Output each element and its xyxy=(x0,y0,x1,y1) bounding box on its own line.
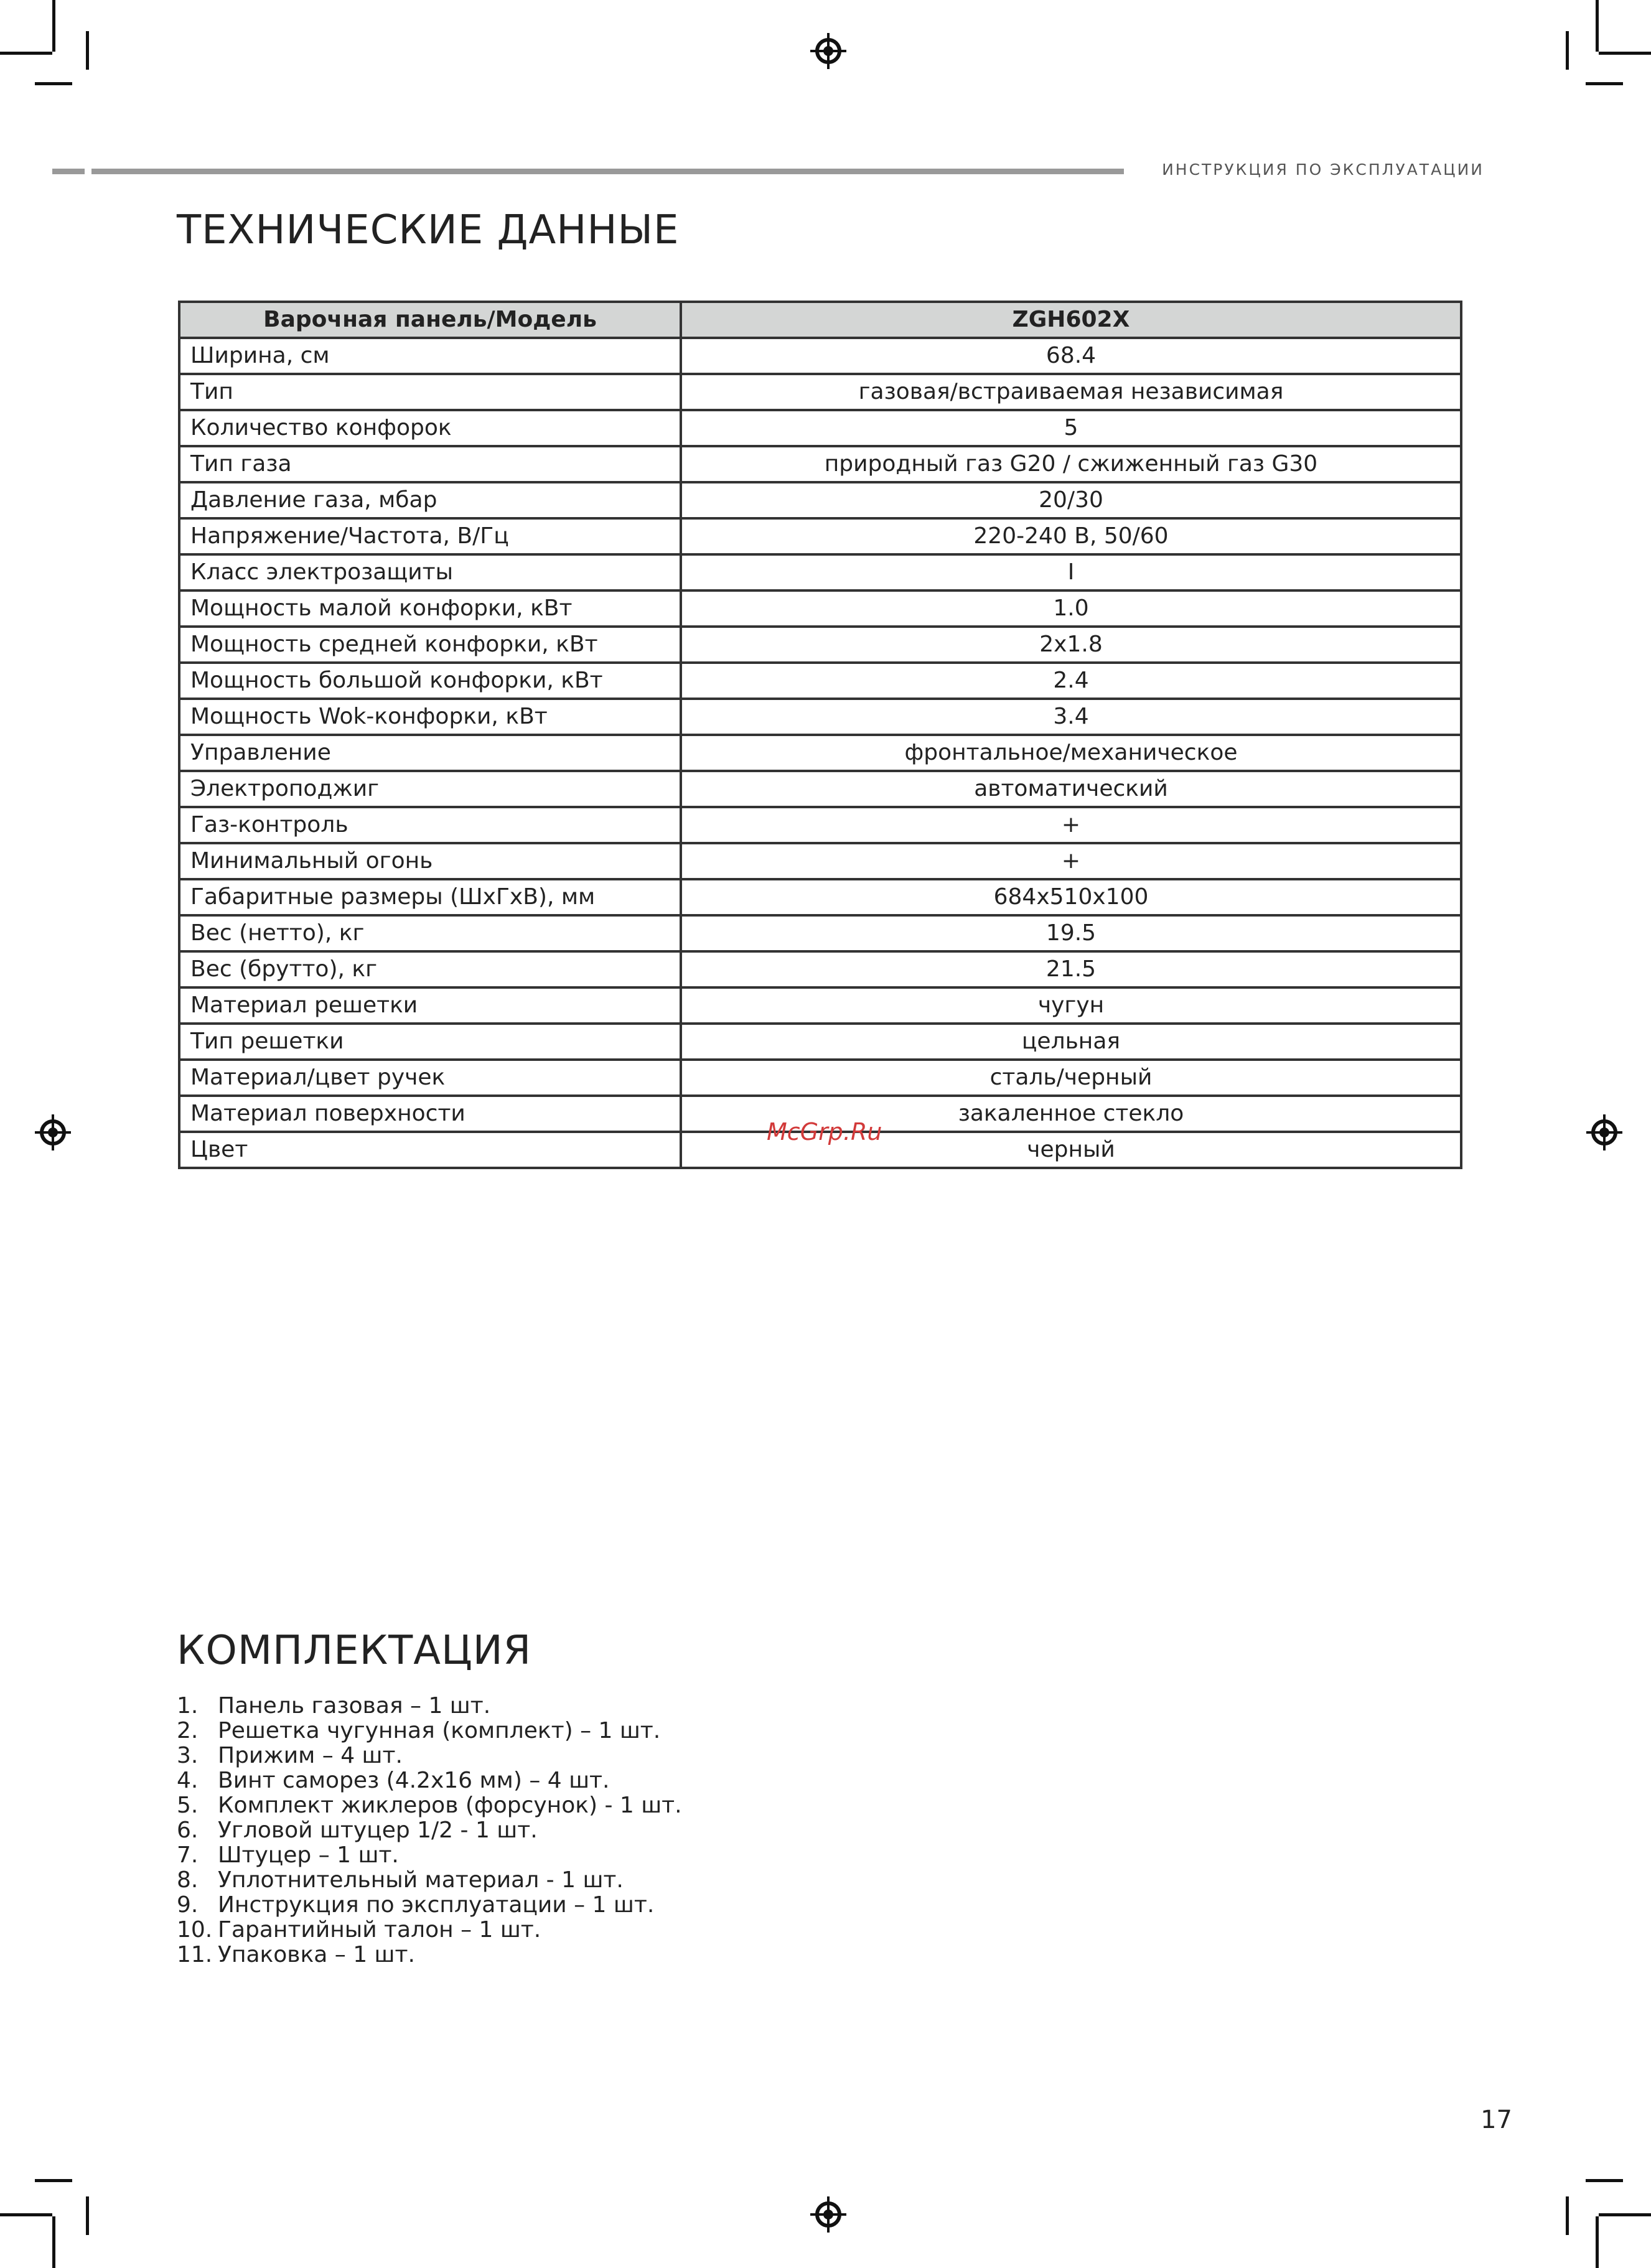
list-item-number: 8. xyxy=(177,1867,199,1893)
spec-parameter: Ширина, см xyxy=(179,338,681,374)
crop-mark xyxy=(1599,52,1651,55)
header-rule xyxy=(91,169,1124,174)
spec-value: I xyxy=(681,554,1461,590)
spec-value: цельная xyxy=(681,1024,1461,1060)
spec-value: 3.4 xyxy=(681,699,1461,735)
spec-value: 2.4 xyxy=(681,663,1461,699)
column-header: Варочная панель/Модель xyxy=(179,302,681,338)
list-item xyxy=(177,1818,682,1843)
spec-value: + xyxy=(681,807,1461,843)
spec-parameter: Мощность Wok-конфорки, кВт xyxy=(179,699,681,735)
spec-value: 19.5 xyxy=(681,915,1461,951)
crop-mark xyxy=(1586,2179,1623,2182)
spec-value: 21.5 xyxy=(681,951,1461,987)
running-header: ИНСТРУКЦИЯ ПО ЭКСПЛУАТАЦИИ xyxy=(1162,161,1484,179)
table-row xyxy=(179,482,1461,518)
table-row xyxy=(179,446,1461,482)
spec-parameter: Материал решетки xyxy=(179,987,681,1024)
spec-value: 1.0 xyxy=(681,590,1461,627)
list-item xyxy=(177,1843,682,1868)
spec-parameter: Минимальный огонь xyxy=(179,843,681,879)
header-rule xyxy=(52,169,85,174)
spec-value: сталь/черный xyxy=(681,1060,1461,1096)
list-item-number: 10. xyxy=(177,1917,213,1943)
crop-mark xyxy=(86,31,89,70)
spec-value: черный xyxy=(681,1132,1461,1168)
table-row xyxy=(179,699,1461,735)
list-item-text: Прижим – 4 шт. xyxy=(218,1743,403,1768)
list-item-text: Уплотнительный материал - 1 шт. xyxy=(218,1867,624,1893)
spec-parameter: Тип xyxy=(179,374,681,410)
table-row xyxy=(179,663,1461,699)
spec-value: 2x1.8 xyxy=(681,627,1461,663)
spec-parameter: Вес (брутто), кг xyxy=(179,951,681,987)
list-item xyxy=(177,1694,682,1719)
list-item-number: 7. xyxy=(177,1842,199,1868)
spec-value: закаленное стекло xyxy=(681,1096,1461,1132)
list-item-text: Гарантийный талон – 1 шт. xyxy=(218,1917,541,1943)
spec-parameter: Количество конфорок xyxy=(179,410,681,446)
table-row xyxy=(179,410,1461,446)
list-item xyxy=(177,1868,682,1893)
list-item-text: Комплект жиклеров (форсунок) - 1 шт. xyxy=(218,1793,682,1818)
crop-mark xyxy=(52,0,55,52)
table-row xyxy=(179,915,1461,951)
spec-value: природный газ G20 / сжиженный газ G30 xyxy=(681,446,1461,482)
list-item-number: 4. xyxy=(177,1768,199,1793)
table-header-row xyxy=(179,302,1461,338)
column-header: ZGH602X xyxy=(681,302,1461,338)
spec-section-title: ТЕХНИЧЕСКИЕ ДАННЫЕ xyxy=(177,207,680,253)
list-item-number: 5. xyxy=(177,1793,199,1818)
spec-value: 684x510x100 xyxy=(681,879,1461,915)
table-row xyxy=(179,843,1461,879)
table-row xyxy=(179,627,1461,663)
list-item xyxy=(177,1893,682,1918)
list-item-text: Решетка чугунная (комплект) – 1 шт. xyxy=(218,1718,661,1743)
list-item-number: 6. xyxy=(177,1818,199,1843)
spec-table-body xyxy=(179,338,1461,1168)
spec-value: 20/30 xyxy=(681,482,1461,518)
list-item-number: 3. xyxy=(177,1743,199,1768)
spec-value: газовая/встраиваемая независимая xyxy=(681,374,1461,410)
list-item-number: 1. xyxy=(177,1693,199,1719)
list-item-text: Штуцер – 1 шт. xyxy=(218,1842,399,1868)
list-item-number: 9. xyxy=(177,1892,199,1918)
crop-mark xyxy=(35,2179,72,2182)
spec-parameter: Газ-контроль xyxy=(179,807,681,843)
list-item xyxy=(177,1719,682,1743)
crop-mark xyxy=(52,2216,55,2268)
spec-table xyxy=(178,301,1462,1169)
spec-value: чугун xyxy=(681,987,1461,1024)
crop-mark xyxy=(1596,0,1599,52)
watermark: McGrp.Ru xyxy=(767,1118,882,1146)
spec-value: 68.4 xyxy=(681,338,1461,374)
list-item xyxy=(177,1768,682,1793)
spec-parameter: Мощность большой конфорки, кВт xyxy=(179,663,681,699)
spec-parameter: Электроподжиг xyxy=(179,771,681,807)
list-item-text: Упаковка – 1 шт. xyxy=(218,1942,415,1967)
spec-parameter: Управление xyxy=(179,735,681,771)
table-row xyxy=(179,735,1461,771)
spec-parameter: Материал/цвет ручек xyxy=(179,1060,681,1096)
table-row xyxy=(179,771,1461,807)
crop-mark xyxy=(0,2213,52,2216)
table-row xyxy=(179,879,1461,915)
registration-mark-icon xyxy=(815,38,841,64)
spec-value: 220-240 В, 50/60 xyxy=(681,518,1461,554)
table-row xyxy=(179,987,1461,1024)
spec-parameter: Вес (нетто), кг xyxy=(179,915,681,951)
spec-value: фронтальное/механическое xyxy=(681,735,1461,771)
kit-list xyxy=(177,1694,682,1967)
list-item-text: Винт саморез (4.2х16 мм) – 4 шт. xyxy=(218,1768,610,1793)
table-row xyxy=(179,951,1461,987)
list-item xyxy=(177,1793,682,1818)
crop-mark xyxy=(1566,31,1569,70)
table-row xyxy=(179,1060,1461,1096)
list-item-text: Угловой штуцер 1/2 - 1 шт. xyxy=(218,1818,538,1843)
registration-mark-icon xyxy=(815,2201,841,2228)
registration-mark-icon xyxy=(1591,1119,1617,1146)
registration-mark-icon xyxy=(40,1119,66,1146)
table-row xyxy=(179,554,1461,590)
spec-parameter: Габаритные размеры (ШхГхВ), мм xyxy=(179,879,681,915)
spec-parameter: Напряжение/Частота, В/Гц xyxy=(179,518,681,554)
table-row xyxy=(179,518,1461,554)
spec-parameter: Материал поверхности xyxy=(179,1096,681,1132)
crop-mark xyxy=(1586,82,1623,85)
list-item-number: 2. xyxy=(177,1718,199,1743)
table-row xyxy=(179,590,1461,627)
crop-mark xyxy=(1599,2213,1651,2216)
spec-value: 5 xyxy=(681,410,1461,446)
spec-value: автоматический xyxy=(681,771,1461,807)
spec-parameter: Тип газа xyxy=(179,446,681,482)
table-row xyxy=(179,374,1461,410)
spec-parameter: Мощность малой конфорки, кВт xyxy=(179,590,681,627)
table-row xyxy=(179,1024,1461,1060)
spec-parameter: Цвет xyxy=(179,1132,681,1168)
spec-parameter: Давление газа, мбар xyxy=(179,482,681,518)
table-row xyxy=(179,338,1461,374)
crop-mark xyxy=(1596,2216,1599,2268)
spec-parameter: Мощность средней конфорки, кВт xyxy=(179,627,681,663)
list-item-text: Инструкция по эксплуатации – 1 шт. xyxy=(218,1892,655,1918)
kit-section-title: КОМПЛЕКТАЦИЯ xyxy=(177,1628,532,1674)
crop-mark xyxy=(86,2196,89,2235)
list-item xyxy=(177,1918,682,1943)
table-row xyxy=(179,807,1461,843)
spec-parameter: Тип решетки xyxy=(179,1024,681,1060)
spec-value: + xyxy=(681,843,1461,879)
crop-mark xyxy=(1566,2196,1569,2235)
list-item xyxy=(177,1943,682,1967)
spec-parameter: Класс электрозащиты xyxy=(179,554,681,590)
list-item-number: 11. xyxy=(177,1942,213,1967)
page-number: 17 xyxy=(1480,2106,1512,2134)
list-item xyxy=(177,1743,682,1768)
list-item-text: Панель газовая – 1 шт. xyxy=(218,1693,491,1719)
crop-mark xyxy=(0,52,52,55)
crop-mark xyxy=(35,82,72,85)
